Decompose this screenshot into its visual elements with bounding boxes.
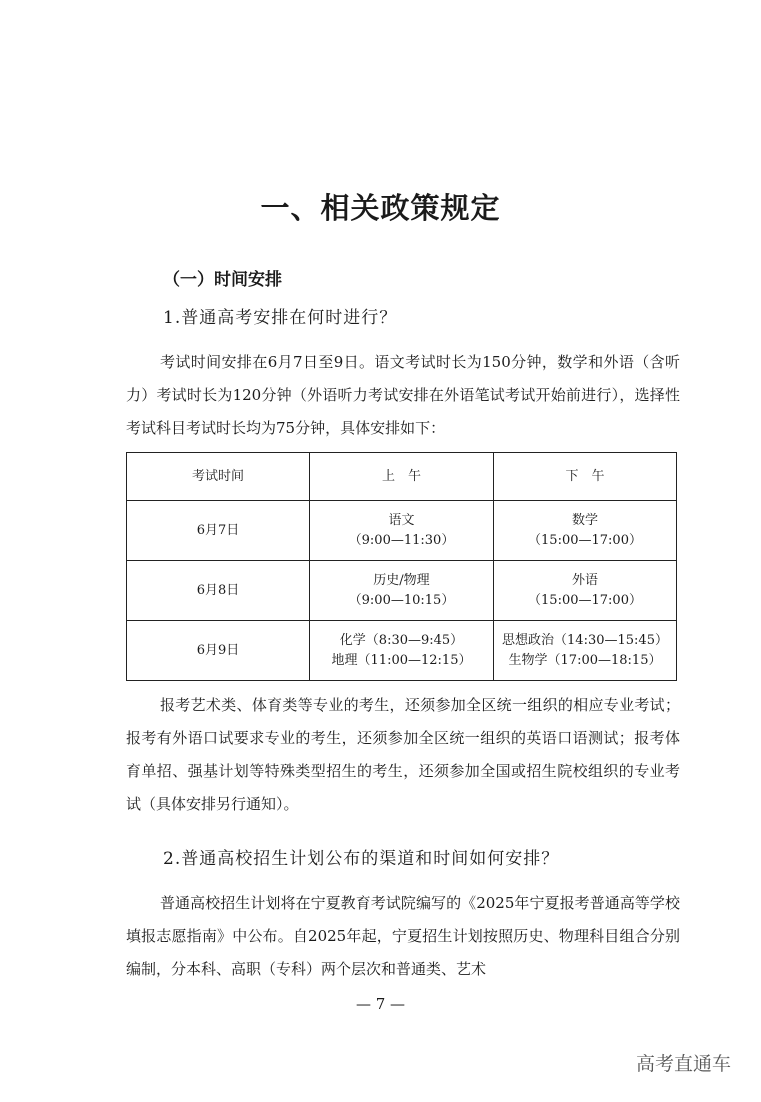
cell-date: 6月9日 [127,621,310,681]
cell-date: 6月8日 [127,561,310,621]
cell-morning [310,621,494,681]
cell-afternoon [494,561,677,621]
cell-afternoon [494,501,677,561]
page-title: 一、相关政策规定 [260,191,501,225]
paragraph-1: 考试时间安排在6月7日至9日。语文考试时长为150分钟，数学和外语（含听力）考试时长为120分钟（外语听力考试安排在外语笔试考试开始前进行），选择性考试科目考试时长均为75分钟，具体安排如下： [126,353,680,437]
watermark: 高考直通车 [635,1053,731,1075]
afternoon-time: （15:00—17:00） [528,532,642,548]
cell-afternoon [494,621,677,681]
morning-subject-2: 地理（11:00—12:15） [331,652,472,668]
header-afternoon: 下 午 [494,453,677,501]
table-row [127,501,677,561]
question-1: 1.普通高考安排在何时进行？ [163,308,398,328]
cell-morning [310,501,494,561]
morning-subject: 语文 [388,512,415,528]
header-morning: 上 午 [310,453,494,501]
morning-time: （9:00—10:15） [348,592,455,608]
afternoon-subject: 外语 [571,572,598,588]
morning-subject: 化学（8:30—9:45） [339,632,464,648]
afternoon-time: （15:00—17:00） [528,592,642,608]
paragraph-3: 普通高校招生计划将在宁夏教育考试院编写的《2025年宁夏报考普通高等学校填报志愿指南》中公布。自2025年起，宁夏招生计划按照历史、物理科目组合分别编制，分本科、高职（专科）两个层次和普通类、艺术 [126,894,680,978]
exam-schedule-table [126,452,677,681]
section-heading: （一）时间安排 [163,270,282,290]
question-2: 2.普通高校招生计划公布的渠道和时间如何安排？ [163,849,560,869]
afternoon-subject-2: 生物学（17:00—18:15） [508,652,662,668]
cell-morning [310,561,494,621]
morning-time: （9:00—11:30） [348,532,455,548]
header-exam-time: 考试时间 [127,453,310,501]
afternoon-subject: 数学 [571,512,598,528]
cell-date: 6月7日 [127,501,310,561]
table-row [127,621,677,681]
morning-subject: 历史/物理 [373,572,430,588]
table-row [127,561,677,621]
afternoon-subject: 思想政治（14:30—15:45） [502,632,668,648]
paragraph-2: 报考艺术类、体育类等专业的考生，还须参加全区统一组织的相应专业考试；报考有外语口试要求专业的考生，还须参加全区统一组织的英语口语测试；报考体育单招、强基计划等特殊类型招生的考生，还须参加全国或招生院校组织的专业考试（具体安排另行通知）。 [126,696,680,813]
table-header-row [127,453,677,501]
page-number: — 7 — [355,995,406,1013]
